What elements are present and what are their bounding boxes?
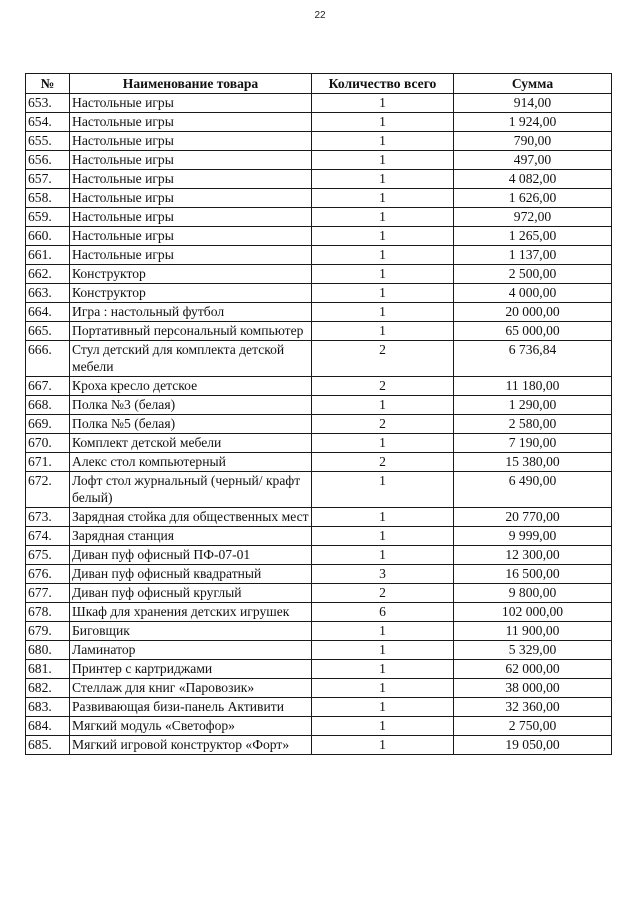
row-sum: 9 999,00 xyxy=(454,527,612,546)
row-quantity: 1 xyxy=(312,227,454,246)
row-item-name: Стул детский для комплекта детской мебели xyxy=(70,341,312,377)
row-quantity: 1 xyxy=(312,113,454,132)
row-number: 685. xyxy=(26,736,70,755)
row-item-name: Конструктор xyxy=(70,284,312,303)
row-number: 673. xyxy=(26,508,70,527)
table-header xyxy=(26,74,612,94)
table-row xyxy=(26,265,612,284)
row-quantity: 6 xyxy=(312,603,454,622)
row-quantity: 1 xyxy=(312,698,454,717)
row-sum: 2 500,00 xyxy=(454,265,612,284)
row-number: 679. xyxy=(26,622,70,641)
row-number: 656. xyxy=(26,151,70,170)
table-row xyxy=(26,170,612,189)
row-quantity: 1 xyxy=(312,151,454,170)
row-number: 676. xyxy=(26,565,70,584)
row-item-name: Настольные игры xyxy=(70,246,312,265)
table-row xyxy=(26,377,612,396)
row-sum: 16 500,00 xyxy=(454,565,612,584)
table-body xyxy=(26,94,612,755)
row-quantity: 1 xyxy=(312,322,454,341)
row-quantity: 1 xyxy=(312,622,454,641)
row-item-name: Принтер с картриджами xyxy=(70,660,312,679)
row-number: 666. xyxy=(26,341,70,377)
row-sum: 102 000,00 xyxy=(454,603,612,622)
row-quantity: 2 xyxy=(312,453,454,472)
row-number: 669. xyxy=(26,415,70,434)
row-quantity: 2 xyxy=(312,584,454,603)
row-item-name: Мягкий модуль «Светофор» xyxy=(70,717,312,736)
row-number: 668. xyxy=(26,396,70,415)
row-item-name: Стеллаж для книг «Паровозик» xyxy=(70,679,312,698)
row-item-name: Зарядная станция xyxy=(70,527,312,546)
table-row xyxy=(26,527,612,546)
row-quantity: 2 xyxy=(312,377,454,396)
row-quantity: 1 xyxy=(312,546,454,565)
row-sum: 20 000,00 xyxy=(454,303,612,322)
table-row xyxy=(26,565,612,584)
table-row xyxy=(26,508,612,527)
row-number: 684. xyxy=(26,717,70,736)
table-row xyxy=(26,94,612,113)
row-number: 683. xyxy=(26,698,70,717)
row-number: 654. xyxy=(26,113,70,132)
row-item-name: Комплект детской мебели xyxy=(70,434,312,453)
row-quantity: 1 xyxy=(312,170,454,189)
row-number: 653. xyxy=(26,94,70,113)
row-number: 672. xyxy=(26,472,70,508)
row-sum: 7 190,00 xyxy=(454,434,612,453)
row-number: 681. xyxy=(26,660,70,679)
row-number: 677. xyxy=(26,584,70,603)
row-sum: 6 490,00 xyxy=(454,472,612,508)
table-row xyxy=(26,341,612,377)
table-row xyxy=(26,189,612,208)
row-number: 658. xyxy=(26,189,70,208)
row-item-name: Ламинатор xyxy=(70,641,312,660)
row-quantity: 1 xyxy=(312,679,454,698)
row-quantity: 1 xyxy=(312,434,454,453)
row-item-name: Диван пуф офисный квадратный xyxy=(70,565,312,584)
table-row xyxy=(26,679,612,698)
table-row xyxy=(26,396,612,415)
row-item-name: Зарядная стойка для общественных мест xyxy=(70,508,312,527)
column-header-sum: Сумма xyxy=(454,74,612,94)
row-number: 680. xyxy=(26,641,70,660)
row-sum: 15 380,00 xyxy=(454,453,612,472)
row-quantity: 1 xyxy=(312,208,454,227)
table-row xyxy=(26,698,612,717)
row-sum: 2 750,00 xyxy=(454,717,612,736)
inventory-table xyxy=(25,73,612,755)
row-quantity: 1 xyxy=(312,472,454,508)
row-sum: 1 265,00 xyxy=(454,227,612,246)
row-sum: 6 736,84 xyxy=(454,341,612,377)
row-sum: 65 000,00 xyxy=(454,322,612,341)
row-sum: 20 770,00 xyxy=(454,508,612,527)
table-row xyxy=(26,434,612,453)
row-sum: 4 082,00 xyxy=(454,170,612,189)
row-number: 665. xyxy=(26,322,70,341)
row-item-name: Настольные игры xyxy=(70,132,312,151)
column-header-number: № xyxy=(26,74,70,94)
table-row xyxy=(26,246,612,265)
row-quantity: 1 xyxy=(312,303,454,322)
table-row xyxy=(26,584,612,603)
row-number: 662. xyxy=(26,265,70,284)
row-item-name: Настольные игры xyxy=(70,208,312,227)
table-row xyxy=(26,208,612,227)
row-item-name: Алекс стол компьютерный xyxy=(70,453,312,472)
row-quantity: 1 xyxy=(312,246,454,265)
column-header-quantity: Количество всего xyxy=(312,74,454,94)
row-number: 660. xyxy=(26,227,70,246)
row-sum: 790,00 xyxy=(454,132,612,151)
row-number: 659. xyxy=(26,208,70,227)
table-row xyxy=(26,622,612,641)
row-item-name: Кроха кресло детское xyxy=(70,377,312,396)
row-quantity: 1 xyxy=(312,132,454,151)
table-row xyxy=(26,641,612,660)
row-sum: 2 580,00 xyxy=(454,415,612,434)
row-quantity: 1 xyxy=(312,717,454,736)
row-number: 661. xyxy=(26,246,70,265)
row-item-name: Настольные игры xyxy=(70,151,312,170)
row-quantity: 1 xyxy=(312,396,454,415)
row-number: 682. xyxy=(26,679,70,698)
table-row xyxy=(26,227,612,246)
row-quantity: 1 xyxy=(312,527,454,546)
row-item-name: Полка №3 (белая) xyxy=(70,396,312,415)
row-number: 663. xyxy=(26,284,70,303)
row-item-name: Настольные игры xyxy=(70,227,312,246)
row-sum: 9 800,00 xyxy=(454,584,612,603)
row-sum: 914,00 xyxy=(454,94,612,113)
row-sum: 12 300,00 xyxy=(454,546,612,565)
row-sum: 497,00 xyxy=(454,151,612,170)
row-quantity: 1 xyxy=(312,508,454,527)
row-quantity: 1 xyxy=(312,284,454,303)
row-item-name: Конструктор xyxy=(70,265,312,284)
row-item-name: Настольные игры xyxy=(70,113,312,132)
row-number: 655. xyxy=(26,132,70,151)
table-row xyxy=(26,415,612,434)
table-row xyxy=(26,151,612,170)
row-sum: 972,00 xyxy=(454,208,612,227)
table-row xyxy=(26,660,612,679)
table-row xyxy=(26,736,612,755)
row-item-name: Лофт стол журнальный (черный/ крафт белый) xyxy=(70,472,312,508)
table-row xyxy=(26,113,612,132)
table-row xyxy=(26,717,612,736)
row-number: 671. xyxy=(26,453,70,472)
row-sum: 11 900,00 xyxy=(454,622,612,641)
table-row xyxy=(26,453,612,472)
row-item-name: Мягкий игровой конструктор «Форт» xyxy=(70,736,312,755)
table-row xyxy=(26,303,612,322)
row-sum: 11 180,00 xyxy=(454,377,612,396)
row-item-name: Диван пуф офисный ПФ-07-01 xyxy=(70,546,312,565)
header-row xyxy=(26,74,612,94)
row-number: 657. xyxy=(26,170,70,189)
row-quantity: 1 xyxy=(312,265,454,284)
row-number: 674. xyxy=(26,527,70,546)
row-sum: 38 000,00 xyxy=(454,679,612,698)
table-row xyxy=(26,284,612,303)
row-item-name: Полка №5 (белая) xyxy=(70,415,312,434)
row-sum: 5 329,00 xyxy=(454,641,612,660)
row-item-name: Настольные игры xyxy=(70,94,312,113)
row-quantity: 2 xyxy=(312,415,454,434)
row-item-name: Настольные игры xyxy=(70,170,312,189)
row-number: 664. xyxy=(26,303,70,322)
row-item-name: Игра : настольный футбол xyxy=(70,303,312,322)
row-quantity: 1 xyxy=(312,94,454,113)
row-item-name: Диван пуф офисный круглый xyxy=(70,584,312,603)
row-item-name: Биговщик xyxy=(70,622,312,641)
row-quantity: 1 xyxy=(312,660,454,679)
row-sum: 32 360,00 xyxy=(454,698,612,717)
row-sum: 4 000,00 xyxy=(454,284,612,303)
row-number: 678. xyxy=(26,603,70,622)
row-sum: 1 137,00 xyxy=(454,246,612,265)
row-sum: 1 290,00 xyxy=(454,396,612,415)
table-row xyxy=(26,603,612,622)
table-row xyxy=(26,322,612,341)
row-quantity: 3 xyxy=(312,565,454,584)
row-quantity: 1 xyxy=(312,736,454,755)
row-item-name: Развивающая бизи-панель Активити xyxy=(70,698,312,717)
column-header-name: Наименование товара xyxy=(70,74,312,94)
row-sum: 19 050,00 xyxy=(454,736,612,755)
row-quantity: 1 xyxy=(312,189,454,208)
row-item-name: Шкаф для хранения детских игрушек xyxy=(70,603,312,622)
row-sum: 1 626,00 xyxy=(454,189,612,208)
row-sum: 62 000,00 xyxy=(454,660,612,679)
table-row xyxy=(26,132,612,151)
row-quantity: 2 xyxy=(312,341,454,377)
row-number: 670. xyxy=(26,434,70,453)
row-quantity: 1 xyxy=(312,641,454,660)
row-item-name: Портативный персональный компьютер xyxy=(70,322,312,341)
table-row xyxy=(26,546,612,565)
row-item-name: Настольные игры xyxy=(70,189,312,208)
row-number: 675. xyxy=(26,546,70,565)
row-number: 667. xyxy=(26,377,70,396)
page-number: 22 xyxy=(314,10,326,21)
table-row xyxy=(26,472,612,508)
row-sum: 1 924,00 xyxy=(454,113,612,132)
